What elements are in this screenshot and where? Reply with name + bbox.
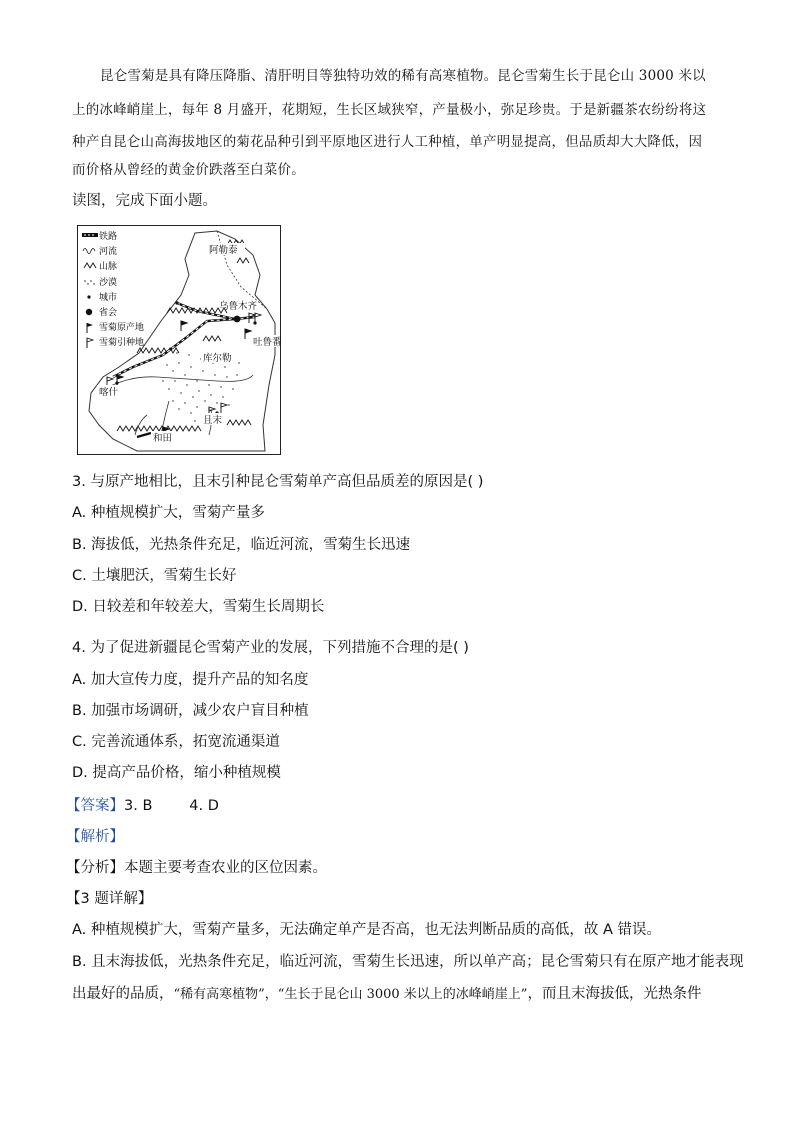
fenxi-text: 本题主要考查农业的区位因素。 [124,860,327,876]
label-turpan: 吐鲁番 [253,337,281,348]
legend-origin: 雪菊原产地 [99,323,145,333]
q3-detail-b-quote-2: “生长于昆仑山 3000 米以上的冰峰峭崖上” [277,987,528,1002]
map-figure [77,225,281,455]
question-3-option-b: B. 海拔低，光热条件充足，临近河流，雪菊生长迅速 [72,537,411,553]
label-hotan: 和田 [153,433,173,444]
question-4-option-a: A. 加大宣传力度，提升产品的知名度 [72,672,309,688]
legend-city: 城市 [99,293,118,303]
legend-railway: 铁路 [99,232,118,242]
question-3-option-c: C. 土壤肥沃，雪菊生长好 [72,568,237,584]
city-icon [87,295,90,298]
question-4-option-c: C. 完善流通体系，拓宽流通渠道 [72,734,280,750]
label-qiemo: 且末 [203,415,223,426]
q3-detail-a: A. 种植规模扩大，雪菊产量多，无法确定单产是否高，也无法判断品质的高低，故 A 错误。 [72,922,662,938]
fenxi-line [66,858,327,878]
legend-introduced: 雪菊引种地 [99,338,145,348]
legend-desert: 沙漠 [99,278,118,288]
label-korla: 库尔勒 [203,353,232,364]
legend-capital: 省会 [99,308,118,318]
legend-river: 河流 [99,247,118,257]
fenxi-tag: 【分析】 [66,860,124,876]
answer-text: 3. B 4. D [124,798,219,814]
capital-icon [86,309,92,315]
q3-detail-b-line-1: B. 且末海拔低，光热条件充足，临近河流，雪菊生长迅速，所以单产高；昆仑雪菊只有在原产地才能表现 [72,954,744,970]
question-4-stem: 4. 为了促进新疆昆仑雪菊产业的发展，下列措施不合理的是( ) [72,640,469,656]
answer-tag: 【答案】 [66,798,124,814]
question-3-stem: 3. 与原产地相比，且末引种昆仑雪菊单产高但品质差的原因是( ) [72,474,484,490]
railway-icon [82,233,98,237]
q3-detail-tag: 【3 题详解】 [66,891,153,907]
xinjiang-map [77,225,281,455]
intro-line-4: 而价格从曾经的黄金价跌落至白菜价。 [72,162,305,178]
instruction: 读图，完成下面小题。 [72,193,217,209]
analysis-tag: 【解析】 [66,829,124,845]
legend-mountain: 山脉 [99,262,118,272]
question-4-option-b: B. 加强市场调研，减少农户盲目种植 [72,703,309,719]
label-kashgar: 喀什 [99,387,119,398]
intro-line-3: 种产自昆仑山高海拔地区的菊花品种引到平原地区进行人工种植，单产明显提高，但品质却大大降低，因 [72,134,703,150]
q3-detail-b-line-2 [72,984,701,1005]
question-3-option-a: A. 种植规模扩大，雪菊产量多 [72,505,265,521]
q3-detail-b-part-2: ，而且末海拔低，光热条件 [527,986,702,1002]
label-altay: 阿勒泰 [209,245,238,256]
q3-detail-b-quote-1: “稀有高寒植物”， [173,987,278,1002]
label-urumqi: 乌鲁木齐 [219,301,258,312]
question-4-option-d: D. 提高产品价格，缩小种植规模 [72,765,281,781]
intro-line-1: 昆仑雪菊是具有降压降脂、清肝明目等独特功效的稀有高寒植物。昆仑雪菊生长于昆仑山 3000 米以 [100,68,706,84]
intro-line-2: 上的冰峰峭崖上，每年 8 月盛开，花期短，生长区域狭窄，产量极小，弥足珍贵。于是新疆茶农纷纷将这 [72,102,707,118]
q3-detail-b-part-1: 出最好的品质， [72,986,174,1002]
answer-line [66,796,219,816]
question-3-option-d: D. 日较差和年较差大，雪菊生长周期长 [72,599,325,615]
